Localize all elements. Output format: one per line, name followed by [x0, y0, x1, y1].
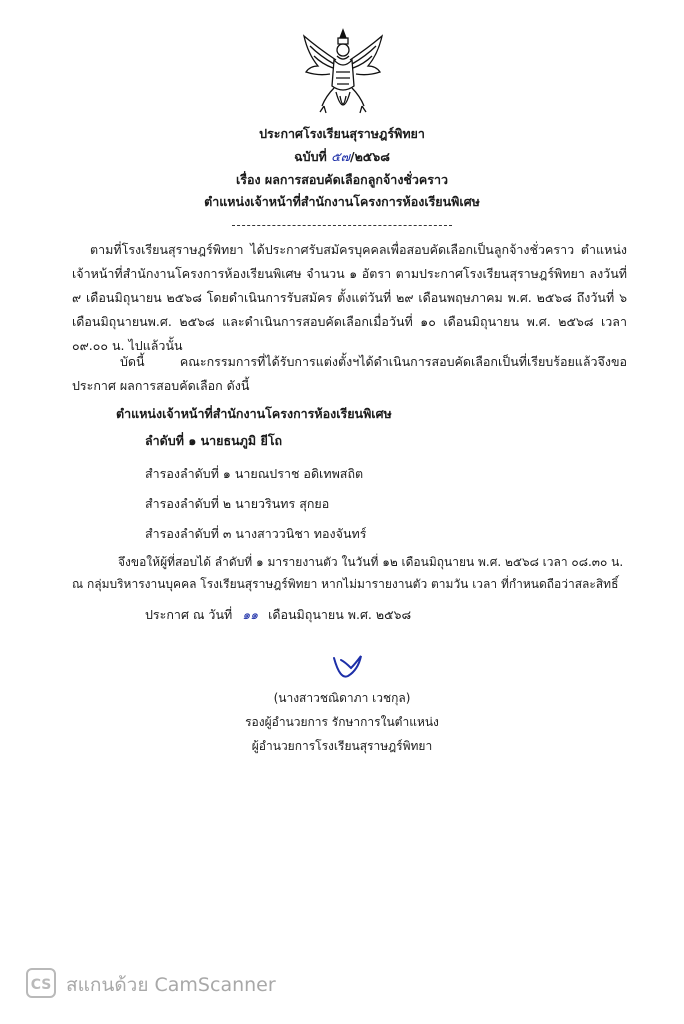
signer-name: (นางสาวชณิดาภา เวชกุล) [273, 691, 411, 705]
reserve-3: สำรองลำดับที่ ๓ นางสาววนิชา ทองจันทร์ [145, 526, 367, 541]
signer-title-2: ผู้อำนวยการโรงเรียนสุราษฎร์พิทยา [251, 739, 433, 753]
announcement-date [145, 605, 411, 625]
announcement-title: ประกาศโรงเรียนสุราษฎร์พิทยา [259, 126, 425, 141]
header-divider [232, 225, 452, 226]
handwritten-signature-icon [331, 650, 365, 684]
subject-line: เรื่อง ผลการสอบคัดเลือกลูกจ้างชั่วคราว [235, 172, 449, 187]
results-heading: ตำแหน่งเจ้าหน้าที่สำนักงานโครงการห้องเรียนพิเศษ [116, 406, 392, 421]
issue-label: ฉบับที่ [294, 149, 327, 164]
garuda-emblem-icon [300, 26, 386, 122]
announced-prefix: ประกาศ ณ วันที่ [145, 607, 233, 622]
intro-paragraph: ตามที่โรงเรียนสุราษฎร์พิทยา ได้ประกาศรับสมัครบุคคลเพื่อสอบคัดเลือกเป็นลูกจ้างชั่วคราว ตำแหน่ง เจ้าหน้าที่สำนักงานโครงการห้องเรียนพิเศษ จำนวน ๑ อัตรา ตามประกาศโรงเรียนสุราษฎร์พิทยา ลงวันที่ ๙ เดือนมิถุนายน ๒๕๖๘ โดยดำเนินการรับสมัคร ตั้งแต่วันที่ ๒๙ เดือนพฤษภาคม พ.ศ. ๒๕๖๘ ถึงวันที่ ๖ เดือนมิถุนายนพ.ศ. ๒๕๖๘ และดำเนินการสอบคัดเลือกเมื่อวันที่ ๑๐ เดือนมิถุนายน พ.ศ. ๒๕๖๘ เวลา ๐๙.๐๐ น. ไปแล้วนั้น [72, 242, 627, 353]
instruction-line-2: ณ กลุ่มบริหารงานบุคคล โรงเรียนสุราษฎร์พิทยา หากไม่มารายงานตัว ตามวัน เวลา ที่กำหนดถือว่าสละสิทธิ์ [72, 577, 619, 591]
announced-suffix: เดือนมิถุนายน พ.ศ. ๒๕๖๘ [268, 607, 412, 622]
issue-number [0, 147, 684, 167]
result-paragraph: บัดนี้ คณะกรรมการที่ได้รับการแต่งตั้งฯได้ดำเนินการสอบคัดเลือกเป็นที่เรียบร้อยแล้วจึงขอประกาศ ผลการสอบคัดเลือก ดังนี้ [72, 354, 627, 393]
camscanner-logo-icon: CS [26, 968, 56, 998]
position-title: ตำแหน่งเจ้าหน้าที่สำนักงานโครงการห้องเรียนพิเศษ [204, 194, 480, 209]
instruction-line-1: จึงขอให้ผู้ที่สอบได้ ลำดับที่ ๑ มารายงานตัว ในวันที่ ๑๒ เดือนมิถุนายน พ.ศ. ๒๕๖๘ เวลา ๐๘.๓๐ น. [118, 555, 624, 569]
issue-handwritten-number: ๕๗ [331, 149, 350, 164]
rank-1: ลำดับที่ ๑ นายธนภูมิ ยีโถ [145, 433, 283, 448]
signer-title-1: รองผู้อำนวยการ รักษาการในตำแหน่ง [245, 715, 439, 729]
reserve-1: สำรองลำดับที่ ๑ นายณปราช อดิเทพสถิต [145, 466, 364, 481]
announced-day: ๑๑ [242, 607, 259, 622]
issue-year: /๒๕๖๘ [350, 149, 390, 164]
reserve-2: สำรองลำดับที่ ๒ นายวรินทร สุกยอ [145, 496, 330, 511]
camscanner-watermark-text: สแกนด้วย CamScanner [66, 974, 276, 996]
